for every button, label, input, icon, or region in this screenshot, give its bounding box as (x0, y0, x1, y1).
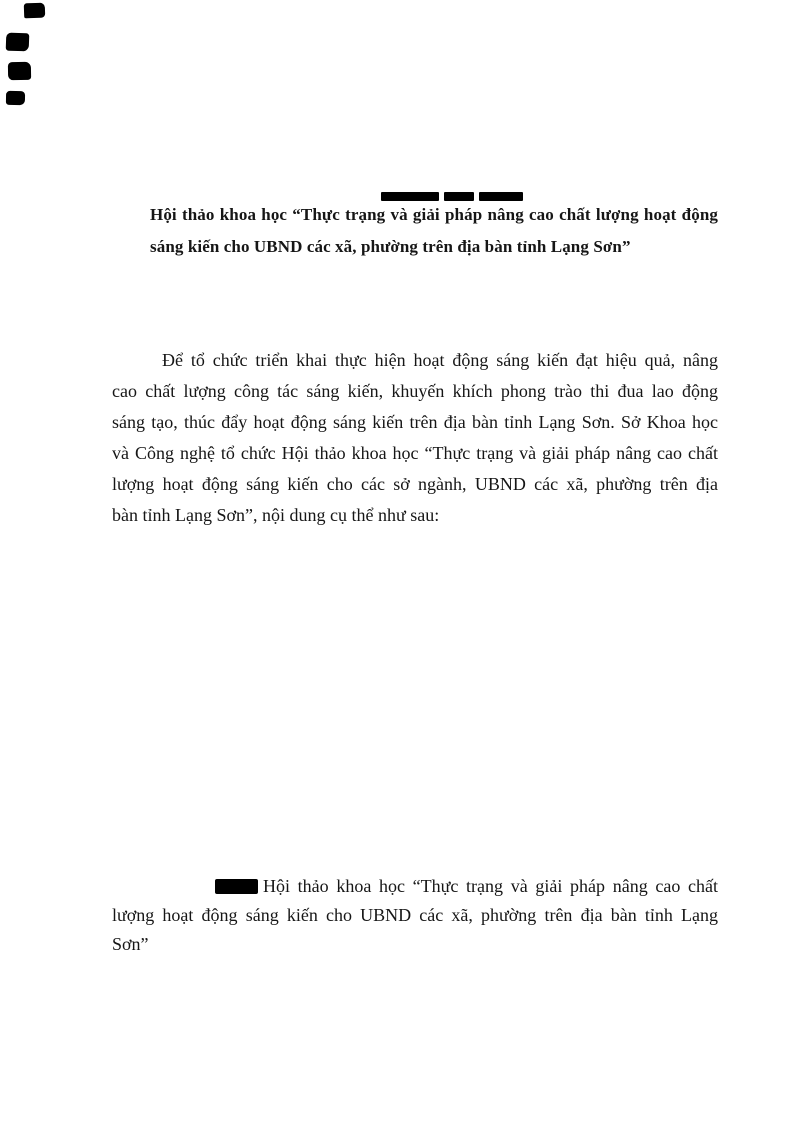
paragraph-line: lượng hoạt động sáng kiến cho các sở ngành, UBND các xã, phường trên địa (112, 474, 718, 494)
redacted-text-blot (215, 879, 258, 894)
ink-blot-icon (24, 3, 46, 19)
title-line-2: sáng kiến cho UBND các xã, phường trên địa bàn tỉnh Lạng Sơn” (150, 237, 631, 256)
paragraph-line-text: Hội thảo khoa học “Thực trạng và giải pháp nâng cao chất (263, 876, 718, 896)
paragraph-line: Sơn” (112, 934, 149, 954)
title-line-1: Hội thảo khoa học “Thực trạng và giải pháp nâng cao chất lượng hoạt động (150, 205, 718, 224)
ink-blot-icon (8, 62, 31, 80)
document-title (150, 199, 718, 263)
paragraph-line: cao chất lượng công tác sáng kiến, khuyến khích phong trào thi đua lao động (112, 381, 718, 401)
paragraph-line: sáng tạo, thúc đẩy hoạt động sáng kiến trên địa bàn tỉnh Lạng Sơn. Sở Khoa học (112, 412, 718, 432)
body-paragraph (112, 345, 718, 531)
ink-blot-icon (6, 91, 25, 105)
paragraph-line: Để tổ chức triển khai thực hiện hoạt động sáng kiến đạt hiệu quả, nâng (162, 350, 718, 370)
paragraph-line: và Công nghệ tổ chức Hội thảo khoa học “Thực trạng và giải pháp nâng cao chất (112, 443, 718, 463)
paragraph-line (112, 872, 718, 901)
closing-paragraph (112, 872, 718, 959)
ink-blot-icon (6, 33, 30, 52)
paragraph-line: bàn tỉnh Lạng Sơn”, nội dung cụ thể như sau: (112, 505, 440, 525)
paragraph-line: lượng hoạt động sáng kiến cho UBND các xã, phường trên địa bàn tỉnh Lạng (112, 905, 718, 925)
